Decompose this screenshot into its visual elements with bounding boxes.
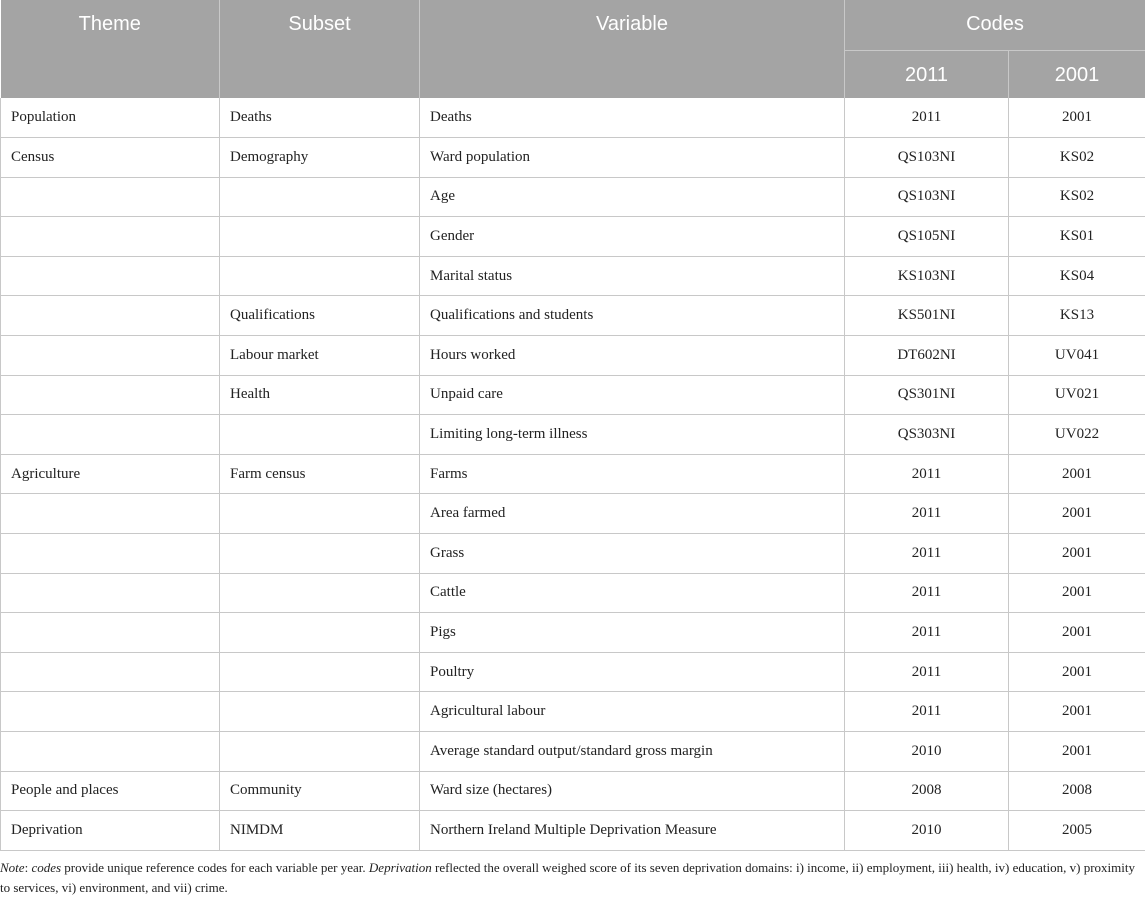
cell-variable: Qualifications and students — [420, 296, 845, 336]
cell-variable: Poultry — [420, 652, 845, 692]
note-sep: : — [24, 860, 32, 875]
cell-variable: Unpaid care — [420, 375, 845, 415]
cell-theme — [1, 375, 220, 415]
cell-variable: Area farmed — [420, 494, 845, 534]
cell-code-2001: 2001 — [1009, 98, 1145, 138]
cell-code-2011: QS301NI — [845, 375, 1009, 415]
note-text-1: provide unique reference codes for each variable per year. — [61, 860, 369, 875]
table-row — [1, 613, 1145, 653]
cell-code-2011: 2011 — [845, 573, 1009, 613]
cell-subset — [220, 732, 420, 772]
header-year-2011: 2011 — [845, 50, 1009, 98]
note-codes-term: codes — [31, 860, 62, 875]
table-row — [1, 256, 1145, 296]
cell-subset: Farm census — [220, 454, 420, 494]
cell-subset — [220, 177, 420, 217]
cell-variable: Farms — [420, 454, 845, 494]
table-row — [1, 98, 1145, 138]
cell-subset — [220, 217, 420, 257]
table-row — [1, 177, 1145, 217]
cell-code-2001: KS02 — [1009, 177, 1145, 217]
cell-subset — [220, 692, 420, 732]
cell-code-2011: 2010 — [845, 732, 1009, 772]
cell-code-2011: DT602NI — [845, 336, 1009, 376]
table-row — [1, 652, 1145, 692]
cell-code-2001: 2001 — [1009, 454, 1145, 494]
cell-subset: Community — [220, 771, 420, 811]
cell-theme — [1, 494, 220, 534]
cell-variable: Grass — [420, 534, 845, 574]
cell-subset — [220, 613, 420, 653]
cell-subset — [220, 652, 420, 692]
cell-code-2011: KS501NI — [845, 296, 1009, 336]
cell-variable: Average standard output/standard gross margin — [420, 732, 845, 772]
cell-theme: Population — [1, 98, 220, 138]
header-subset: Subset — [220, 0, 420, 98]
cell-theme — [1, 177, 220, 217]
cell-theme — [1, 613, 220, 653]
cell-code-2011: QS103NI — [845, 177, 1009, 217]
cell-code-2001: 2001 — [1009, 613, 1145, 653]
note-deprivation-term: Deprivation — [368, 860, 432, 875]
table-row — [1, 771, 1145, 811]
table-header — [1, 0, 1145, 98]
cell-variable: Marital status — [420, 256, 845, 296]
cell-theme — [1, 415, 220, 455]
cell-subset — [220, 573, 420, 613]
cell-code-2011: 2011 — [845, 494, 1009, 534]
cell-variable: Ward population — [420, 138, 845, 178]
cell-subset — [220, 256, 420, 296]
cell-variable: Deaths — [420, 98, 845, 138]
cell-variable: Ward size (hectares) — [420, 771, 845, 811]
table-row — [1, 217, 1145, 257]
cell-code-2001: KS13 — [1009, 296, 1145, 336]
cell-subset: Demography — [220, 138, 420, 178]
table-row — [1, 573, 1145, 613]
cell-code-2011: 2011 — [845, 534, 1009, 574]
table-note — [0, 858, 1140, 898]
cell-subset — [220, 494, 420, 534]
cell-variable: Agricultural labour — [420, 692, 845, 732]
cell-theme: Census — [1, 138, 220, 178]
header-year-2001: 2001 — [1009, 50, 1145, 98]
table-row — [1, 534, 1145, 574]
cell-code-2011: 2011 — [845, 692, 1009, 732]
cell-theme — [1, 732, 220, 772]
cell-code-2001: KS04 — [1009, 256, 1145, 296]
header-variable: Variable — [420, 0, 845, 98]
cell-subset — [220, 534, 420, 574]
cell-code-2001: UV022 — [1009, 415, 1145, 455]
header-codes: Codes — [845, 0, 1145, 50]
cell-subset: Health — [220, 375, 420, 415]
cell-theme — [1, 534, 220, 574]
cell-code-2001: UV041 — [1009, 336, 1145, 376]
cell-code-2001: KS02 — [1009, 138, 1145, 178]
cell-theme — [1, 256, 220, 296]
table-row — [1, 138, 1145, 178]
table-row — [1, 692, 1145, 732]
cell-code-2011: QS103NI — [845, 138, 1009, 178]
table-row — [1, 454, 1145, 494]
cell-subset: Labour market — [220, 336, 420, 376]
cell-code-2011: KS103NI — [845, 256, 1009, 296]
table-row — [1, 732, 1145, 772]
cell-code-2011: 2011 — [845, 454, 1009, 494]
table-row — [1, 811, 1145, 851]
table-row — [1, 336, 1145, 376]
cell-variable: Age — [420, 177, 845, 217]
cell-subset: NIMDM — [220, 811, 420, 851]
cell-variable: Cattle — [420, 573, 845, 613]
table-row — [1, 296, 1145, 336]
cell-code-2001: 2001 — [1009, 692, 1145, 732]
cell-subset: Qualifications — [220, 296, 420, 336]
cell-theme: Agriculture — [1, 454, 220, 494]
cell-code-2001: UV021 — [1009, 375, 1145, 415]
cell-code-2011: 2010 — [845, 811, 1009, 851]
cell-code-2001: 2008 — [1009, 771, 1145, 811]
cell-code-2001: 2005 — [1009, 811, 1145, 851]
cell-theme: People and places — [1, 771, 220, 811]
table-row — [1, 415, 1145, 455]
cell-code-2001: KS01 — [1009, 217, 1145, 257]
cell-variable: Pigs — [420, 613, 845, 653]
table-row — [1, 494, 1145, 534]
cell-code-2011: 2011 — [845, 613, 1009, 653]
cell-code-2001: 2001 — [1009, 573, 1145, 613]
table-row — [1, 375, 1145, 415]
note-text-2: reflected the overall weighed score of its seven deprivation domains: i) income, ii) employment, iii) health, iv) education, v) proximity to services, vi) environment, and vii) crime. — [0, 860, 1135, 895]
cell-code-2011: 2008 — [845, 771, 1009, 811]
cell-theme — [1, 652, 220, 692]
cell-subset: Deaths — [220, 98, 420, 138]
cell-subset — [220, 415, 420, 455]
cell-theme — [1, 296, 220, 336]
cell-theme — [1, 573, 220, 613]
cell-code-2011: QS105NI — [845, 217, 1009, 257]
cell-theme — [1, 217, 220, 257]
cell-code-2001: 2001 — [1009, 732, 1145, 772]
table-body — [1, 98, 1145, 850]
cell-code-2001: 2001 — [1009, 494, 1145, 534]
cell-code-2011: QS303NI — [845, 415, 1009, 455]
cell-theme: Deprivation — [1, 811, 220, 851]
cell-theme — [1, 336, 220, 376]
cell-theme — [1, 692, 220, 732]
cell-code-2001: 2001 — [1009, 652, 1145, 692]
cell-code-2011: 2011 — [845, 652, 1009, 692]
cell-code-2001: 2001 — [1009, 534, 1145, 574]
cell-code-2011: 2011 — [845, 98, 1009, 138]
header-theme: Theme — [1, 0, 220, 98]
cell-variable: Limiting long-term illness — [420, 415, 845, 455]
cell-variable: Hours worked — [420, 336, 845, 376]
cell-variable: Northern Ireland Multiple Deprivation Measure — [420, 811, 845, 851]
cell-variable: Gender — [420, 217, 845, 257]
note-label: Note — [0, 860, 25, 875]
